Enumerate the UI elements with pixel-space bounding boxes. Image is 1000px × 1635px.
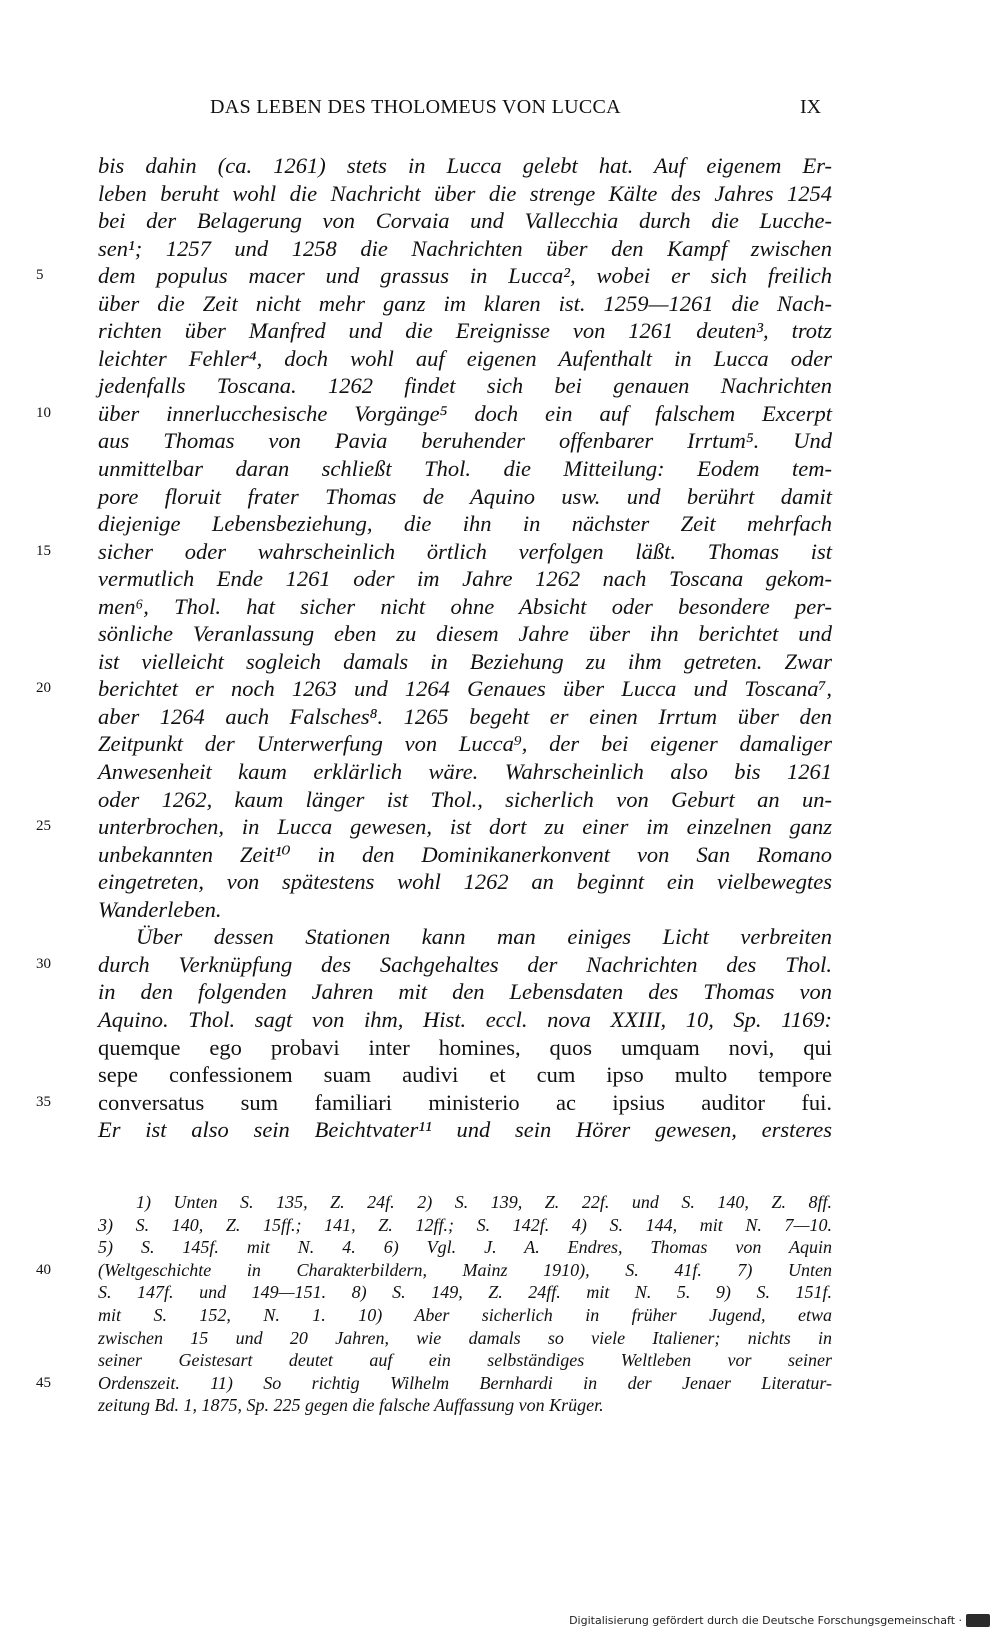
credit-text: Digitalisierung gefördert durch die Deutsche Forschungsgemeinschaft · (569, 1614, 962, 1627)
line-text: über innerlucchesische Vorgänge⁵ doch ein auf falschem Excerpt (98, 400, 832, 426)
text-line (98, 786, 832, 814)
line-text: mit S. 152, N. 1. 10) Aber sicherlich in früher Jugend, etwa (98, 1304, 832, 1325)
line-text: zwischen 15 und 20 Jahren, wie damals so viele Italiener; nichts in (98, 1327, 832, 1348)
line-text: men⁶, Thol. hat sicher nicht ohne Absicht oder besondere per- (98, 593, 832, 619)
footnote-line (98, 1327, 832, 1350)
running-title: DAS LEBEN DES THOLOMEUS VON LUCCA (210, 96, 621, 118)
line-text: unmittelbar daran schließt Thol. die Mitteilung: Eodem tem- (98, 456, 832, 482)
line-text: bis dahin (ca. 1261) stets in Lucca gelebt hat. Auf eigenem Er- (98, 153, 832, 178)
footnote-line (98, 1281, 832, 1304)
footnote-line (98, 1214, 832, 1237)
line-text: 3) S. 140, Z. 15ff.; 141, Z. 12ff.; S. 142f. 4) S. 144, mit N. 7—10. (98, 1214, 832, 1235)
line-text: richten über Manfred und die Ereignisse von 1261 deuten³, trotz (98, 318, 832, 344)
line-text: jedenfalls Toscana. 1262 findet sich bei genauen Nachrichten (98, 373, 832, 399)
main-text (36, 152, 832, 1144)
footnote-line (98, 1191, 832, 1214)
line-number: 10 (36, 404, 51, 421)
line-text: leichter Fehler⁴, doch wohl auf eigenen Aufenthalt in Lucca oder (98, 345, 832, 371)
footnote-line (98, 1394, 832, 1417)
line-text: oder 1262, kaum länger ist Thol., sicherlich von Geburt an un- (98, 786, 832, 812)
text-line (98, 510, 832, 538)
digitization-credit (569, 1614, 990, 1627)
text-line (98, 180, 832, 208)
text-line (98, 455, 832, 483)
line-text: leben beruht wohl die Nachricht über die strenge Kälte des Jahres 1254 (98, 180, 832, 206)
line-text: unterbrochen, in Lucca gewesen, ist dort zu einer im einzelnen ganz (98, 814, 832, 840)
text-line (36, 262, 832, 290)
footnote-line (98, 1236, 832, 1259)
line-text: Er ist also sein Beichtvater¹¹ und sein Hörer gewesen, ersteres (98, 1117, 832, 1143)
line-text: pore floruit frater Thomas de Aquino usw. und berührt damit (98, 483, 832, 509)
line-text: aus Thomas von Pavia beruhender offenbarer Irrtum⁵. Und (98, 428, 832, 454)
text-line (98, 593, 832, 621)
line-number: 20 (36, 680, 51, 697)
text-line (98, 896, 832, 924)
line-text: vermutlich Ende 1261 oder im Jahre 1262 nach Toscana gekom- (98, 566, 832, 592)
line-text: quemque ego probavi inter homines, quos umquam novi, qui (98, 1034, 832, 1060)
line-text: sicher oder wahrscheinlich örtlich verfolgen läßt. Thomas ist (98, 538, 832, 564)
footnote-line (98, 1349, 832, 1372)
line-text: unbekannten Zeit¹⁰ in den Dominikanerkonvent von San Romano (98, 841, 832, 867)
text-line (36, 1089, 832, 1117)
text-line (98, 372, 832, 400)
line-text: Anwesenheit kaum erklärlich wäre. Wahrscheinlich also bis 1261 (98, 759, 832, 785)
text-line (98, 483, 832, 511)
text-line (98, 923, 832, 951)
page-header (0, 96, 1000, 126)
footnotes (36, 1191, 832, 1417)
line-number: 45 (36, 1374, 51, 1391)
text-line (98, 345, 832, 373)
line-text: aber 1264 auch Falsches⁸. 1265 begeht er einen Irrtum über den (98, 703, 832, 729)
text-line (98, 703, 832, 731)
line-text: seiner Geistesart deutet auf ein selbständiges Weltleben vor seiner (98, 1350, 832, 1371)
line-number: 40 (36, 1261, 51, 1278)
text-line (36, 400, 832, 428)
page-number: IX (800, 96, 822, 118)
dfg-logo-icon (966, 1614, 990, 1627)
text-line (98, 317, 832, 345)
text-line (36, 675, 832, 703)
line-text: S. 147f. und 149—151. 8) S. 149, Z. 24ff. mit N. 5. 9) S. 151f. (98, 1282, 832, 1303)
line-number: 15 (36, 542, 51, 559)
line-text: in den folgenden Jahren mit den Lebensdaten des Thomas von (98, 979, 832, 1005)
line-text: ist vielleicht sogleich damals in Beziehung zu ihm getreten. Zwar (98, 648, 832, 674)
footnote-line (36, 1259, 832, 1282)
line-text: berichtet er noch 1263 und 1264 Genaues über Lucca und Toscana⁷, (98, 676, 832, 702)
line-text: sepe confessionem suam audivi et cum ipso multo tempore (98, 1062, 832, 1088)
line-number: 25 (36, 818, 51, 835)
line-number: 30 (36, 955, 51, 972)
text-line (98, 620, 832, 648)
line-text: 1) Unten S. 135, Z. 24f. 2) S. 139, Z. 22f. und S. 140, Z. 8ff. (136, 1192, 832, 1212)
line-text: 5) S. 145f. mit N. 4. 6) Vgl. J. A. Endres, Thomas von Aquin (98, 1237, 832, 1258)
text-line (98, 565, 832, 593)
text-line (98, 648, 832, 676)
text-line (98, 235, 832, 263)
line-number: 5 (36, 267, 44, 284)
line-text: eingetreten, von spätestens wohl 1262 an beginnt ein vielbewegtes (98, 869, 832, 895)
line-text: Über dessen Stationen kann man einiges Licht verbreiten (136, 924, 832, 950)
line-text: dem populus macer und grassus in Lucca², wobei er sich freilich (98, 263, 832, 289)
text-line (98, 1116, 832, 1144)
line-text: conversatus sum familiari ministerio ac ipsius auditor fui. (98, 1089, 832, 1115)
line-text: Ordenszeit. 11) So richtig Wilhelm Bernhardi in der Jenaer Literatur- (98, 1372, 832, 1393)
line-text: sen¹; 1257 und 1258 die Nachrichten über den Kampf zwischen (98, 235, 832, 261)
text-line (36, 951, 832, 979)
line-number: 35 (36, 1093, 51, 1110)
text-line (98, 868, 832, 896)
line-text: zeitung Bd. 1, 1875, Sp. 225 gegen die falsche Auffassung von Krüger. (98, 1395, 604, 1416)
text-line (98, 758, 832, 786)
text-line (98, 1034, 832, 1062)
text-line (98, 207, 832, 235)
text-line (98, 1061, 832, 1089)
text-line (98, 290, 832, 318)
line-text: bei der Belagerung von Corvaia und Vallecchia durch die Lucche- (98, 208, 832, 234)
line-text: diejenige Lebensbeziehung, die ihn in nächster Zeit mehrfach (98, 511, 832, 537)
text-line (98, 427, 832, 455)
text-line (36, 538, 832, 566)
text-line (98, 152, 832, 180)
line-text: über die Zeit nicht mehr ganz im klaren ist. 1259—1261 die Nach- (98, 290, 832, 316)
line-text: Wanderleben. (98, 896, 222, 922)
text-line (98, 730, 832, 758)
text-line (36, 813, 832, 841)
line-text: (Weltgeschichte in Charakterbildern, Mainz 1910), S. 41f. 7) Unten (98, 1259, 832, 1280)
text-line (98, 978, 832, 1006)
line-text: durch Verknüpfung des Sachgehaltes der Nachrichten des Thol. (98, 951, 832, 977)
line-text: Zeitpunkt der Unterwerfung von Lucca⁹, der bei eigener damaliger (98, 731, 832, 757)
footnote-line (98, 1304, 832, 1327)
text-line (98, 841, 832, 869)
footnote-line (36, 1372, 832, 1395)
text-line (98, 1006, 832, 1034)
line-text: sönliche Veranlassung eben zu diesem Jahre über ihn berichtet und (98, 621, 832, 647)
line-text: Aquino. Thol. sagt von ihm, Hist. eccl. nova XXIII, 10, Sp. 1169: (98, 1006, 832, 1032)
